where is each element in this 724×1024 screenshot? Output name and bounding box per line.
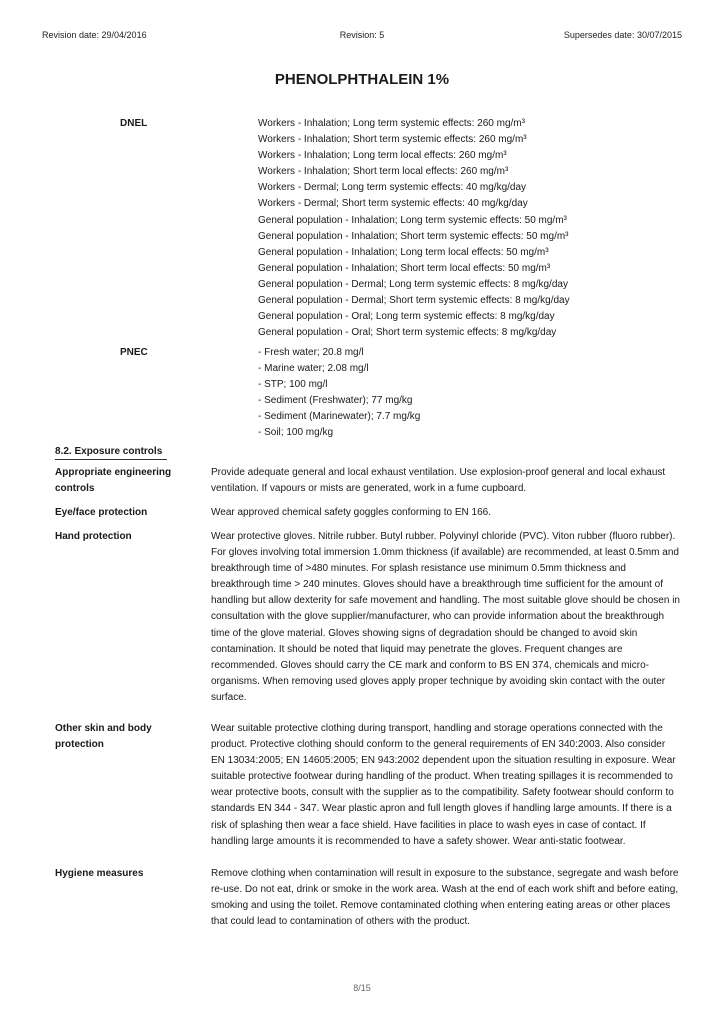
row-text-hygiene-measures: Remove clothing when contamination will result in exposure to the substance, segregate and wash before re-use. Do not eat, drink or smoke in the work area. Wash at the end of each work shift and before eating, smoking and using the toilet. Remove contaminated clothing when entering eating areas or other places that could lead to contamination of others with the product. xyxy=(211,868,679,928)
dnel-item: General population - Inhalation; Long term local effects: 50 mg/m³ xyxy=(258,246,549,258)
pnec-item: - Sediment (Marinewater); 7.7 mg/kg xyxy=(258,411,421,423)
pnec-item: - Fresh water; 20.8 mg/l xyxy=(258,347,364,358)
pnec-item: - STP; 100 mg/l xyxy=(258,379,328,391)
dnel-item: General population - Dermal; Short term systemic effects: 8 mg/kg/day xyxy=(258,295,570,307)
dnel-item: General population - Inhalation; Short term local effects: 50 mg/m³ xyxy=(258,262,551,274)
row-label-skin-body-protection: Other skin and body protection xyxy=(55,723,152,750)
dnel-list xyxy=(258,116,570,341)
dnel-item: Workers - Inhalation; Short term systemic effects: 260 mg/m³ xyxy=(258,134,527,146)
pnec-label: PNEC xyxy=(120,347,148,358)
pnec-item: - Marine water; 2.08 mg/l xyxy=(258,363,369,375)
page-number: 8/15 xyxy=(353,983,371,993)
dnel-item: General population - Inhalation; Long term systemic effects: 50 mg/m³ xyxy=(258,214,567,226)
pnec-list xyxy=(258,345,420,442)
row-text-engineering-controls: Provide adequate general and local exhaust ventilation. Use explosion-proof general and local exhaust ventilation. If vapours or mists are generated, work in a fume cupboard. xyxy=(211,467,666,495)
dnel-item: General population - Oral; Short term systemic effects: 8 mg/kg/day xyxy=(258,327,557,339)
document-title: PHENOLPHTHALEIN 1% xyxy=(274,71,450,88)
dnel-item: Workers - Inhalation; Short term local effects: 260 mg/m³ xyxy=(258,166,509,178)
revision-number: Revision: 5 xyxy=(339,30,385,40)
row-label-engineering-controls: Appropriate engineering controls xyxy=(55,467,172,494)
dnel-item: General population - Dermal; Long term systemic effects: 8 mg/kg/day xyxy=(258,278,568,290)
row-text-skin-body-protection: Wear suitable protective clothing during transport, handling and storage operations connected with the product. Protective clothing should conform to the general requirements of EN 340:2003. Also consider EN 13034:2005; EN 14605:2005; EN 943:2002 dependent upon the situation resulting in exposure. Wear suitable protective footwear during handling of the product. When treating spillages it is recommended to wear protective boots, consult with the supplier as to the compatibility. Safety footwear should conform to standards EN 344 - 347. Wear plastic apron and full length gloves if handling large amounts. If there is a risk of splashing then wear a face shield. Have facilities in place to wash eyes in case of contact. If handling large amounts it is recommended to have a safety shower. Wear anti-static footwear. xyxy=(211,723,676,847)
row-label-hand-protection: Hand protection xyxy=(55,531,132,542)
dnel-item: General population - Inhalation; Short term systemic effects: 50 mg/m³ xyxy=(258,230,569,242)
dnel-item: Workers - Inhalation; Long term systemic effects: 260 mg/m³ xyxy=(258,118,525,129)
dnel-item: Workers - Inhalation; Long term local effects: 260 mg/m³ xyxy=(258,150,507,162)
row-label-hygiene-measures: Hygiene measures xyxy=(55,868,144,879)
row-text-eye-face-protection: Wear approved chemical safety goggles conforming to EN 166. xyxy=(211,507,491,518)
revision-date: Revision date: 29/04/2016 xyxy=(42,30,147,40)
supersedes-date: Supersedes date: 30/07/2015 xyxy=(563,30,682,40)
dnel-item: Workers - Dermal; Long term systemic effects: 40 mg/kg/day xyxy=(258,182,527,194)
dnel-item: General population - Oral; Long term systemic effects: 8 mg/kg/day xyxy=(258,311,555,323)
row-label-eye-face-protection: Eye/face protection xyxy=(55,507,148,518)
dnel-item: Workers - Dermal; Short term systemic effects: 40 mg/kg/day xyxy=(258,198,528,210)
pnec-item: - Sediment (Freshwater); 77 mg/kg xyxy=(258,395,413,407)
pnec-item: - Soil; 100 mg/kg xyxy=(258,427,334,439)
row-text-hand-protection: Wear protective gloves. Nitrile rubber. Butyl rubber. Polyvinyl chloride (PVC). Viton rubber (fluoro rubber). For gloves involving total immersion 1.0mm thickness (if available) are recommended, at least 0.5mm and breakthrough time of >480 minutes. For splash resistance use minimum 0.5mm thickness and breakthrough time > 240 minutes. Gloves should have a breakthrough time sufficient for the amount of handling but allow dexterity for safe movement and handling. The most suitable glove should be chosen in consultation with the glove supplier/manufacturer, who can provide information about the breakthrough time of the glove material. Gloves showing signs of degradation should be changed to avoid skin contamination. It should be noted that liquid may penetrate the gloves. Frequent changes are recommended. Gloves should carry the CE mark and conform to BS EN 374, chemicals and micro-organisms. When removing used gloves apply proper technique by avoiding skin contact with the outer surface. xyxy=(211,531,680,703)
section-heading-exposure-controls: 8.2. Exposure controls xyxy=(55,445,167,460)
dnel-label: DNEL xyxy=(120,118,148,129)
